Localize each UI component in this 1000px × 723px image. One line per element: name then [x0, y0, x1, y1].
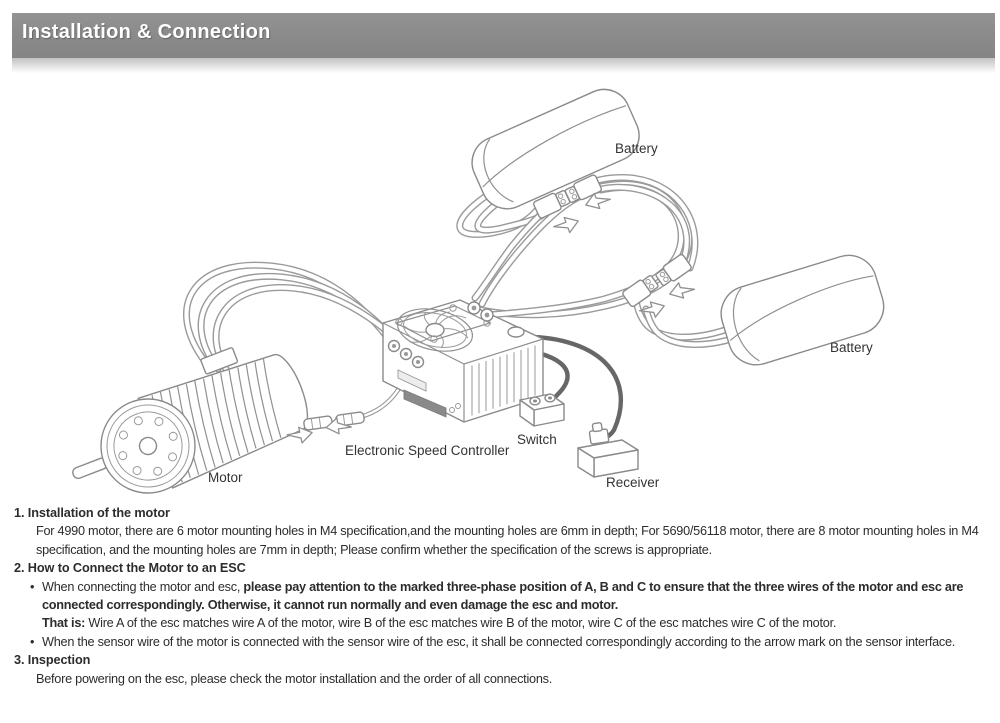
- section2-bullet1: [14, 578, 996, 615]
- instructions-text: [14, 504, 996, 688]
- bullet1-normal-text: When connecting the motor and esc,: [42, 579, 244, 594]
- thatis-label: That is:: [42, 616, 86, 631]
- motor-illustration: [51, 329, 318, 505]
- bullet-icon: •: [30, 579, 35, 594]
- bullet-icon: •: [30, 634, 35, 649]
- arrow-icon: [667, 279, 696, 302]
- section3-heading: 3. Inspection: [14, 653, 91, 668]
- bullet2-text: When the sensor wire of the motor is connected with the sensor wire of the esc, it shall be connected correspondingly according to the arrow mark on the sensor interface.: [42, 634, 956, 649]
- section1-heading: 1. Installation of the motor: [14, 506, 170, 520]
- section1-body: For 4990 motor, there are 6 motor mounting holes in M4 specification,and the mounting holes are 6mm in depth; For 5690/56118 motor, there are 8 motor mounting holes in M4 specification, and the mounting holes are 7mm in depth; Please confirm whether the specification of the screws is appropriate.: [36, 524, 979, 557]
- thatis-text: Wire A of the esc matches wire A of the motor, wire B of the esc matches wire B of the motor, wire C of the esc matches wire C of the motor.: [85, 616, 837, 631]
- battery-top-label: Battery: [615, 141, 658, 156]
- section3-body: Before powering on the esc, please check the motor installation and the order of all connections.: [36, 671, 552, 686]
- switch-label: Switch: [517, 432, 557, 447]
- section2-heading: 2. How to Connect the Motor to an ESC: [14, 561, 246, 576]
- header-shadow: [12, 58, 995, 75]
- section2-bullet2: [14, 633, 996, 651]
- page-title: Installation & Connection: [22, 21, 271, 43]
- receiver-label: Receiver: [606, 475, 660, 490]
- connection-diagram: [0, 80, 1000, 505]
- section-header-bar: [12, 13, 995, 58]
- esc-label: Electronic Speed Controller: [345, 443, 510, 458]
- esc-illustration: [383, 300, 543, 422]
- section2-thatis-line: [14, 614, 996, 632]
- battery-right-label: Battery: [830, 340, 873, 355]
- bullet1-bold-text: please pay attention to the marked three-phase position of A, B and C to ensure that the three wires of the motor and esc are connected correspondingly. Otherwise, it cannot run normally and even damage the esc and motor.: [42, 579, 964, 613]
- switch-illustration: [520, 394, 564, 426]
- motor-label: Motor: [208, 470, 243, 485]
- receiver-illustration: [578, 422, 638, 477]
